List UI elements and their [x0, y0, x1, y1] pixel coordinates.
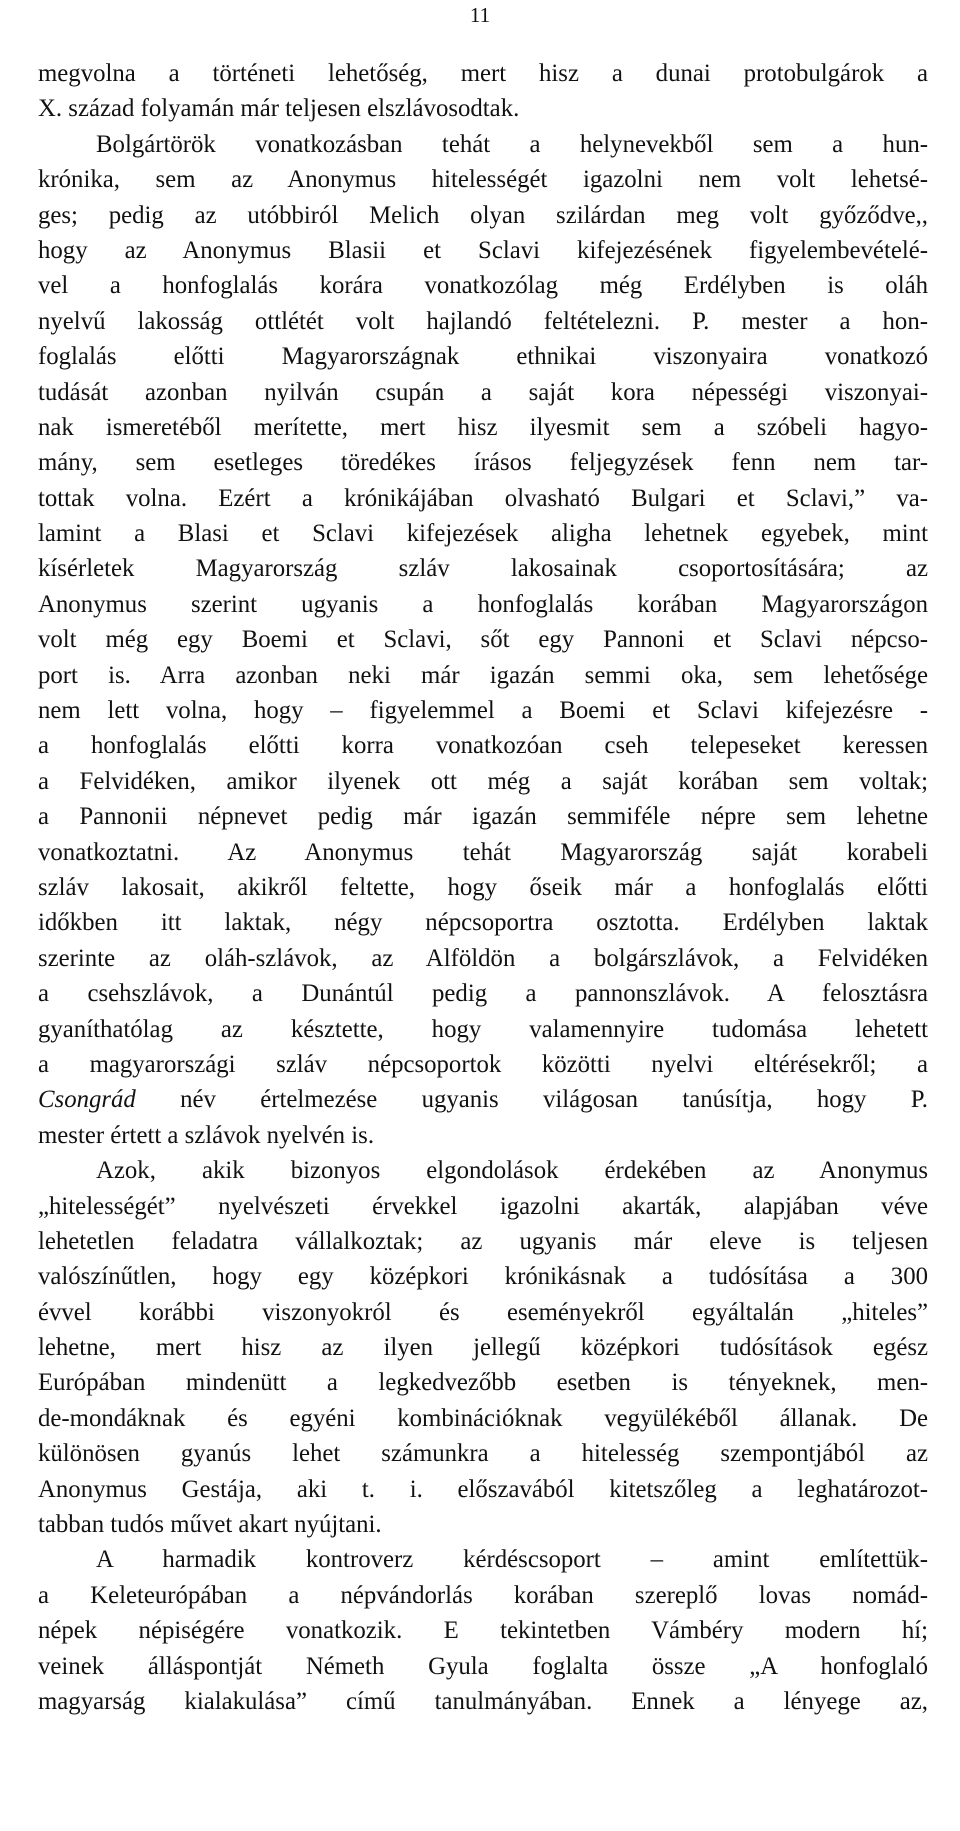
- text-line: szerinte az oláh-szlávok, az Alföldön a bolgárszlávok, a Felvidéken: [38, 944, 928, 972]
- text-line: Anonymus Gestája, aki t. i. előszavából kitetszőleg a leghatározot-: [38, 1475, 928, 1503]
- text-line: tudását azonban nyilván csupán a saját kora népességi viszonyai-: [38, 378, 928, 406]
- text-line: vonatkoztatni. Az Anonymus tehát Magyarország saját korabeli: [38, 838, 928, 866]
- text-line: Anonymus szerint ugyanis a honfoglalás korában Magyarországon: [38, 590, 928, 618]
- text-line: időkben itt laktak, négy népcsoportra osztotta. Erdélyben laktak: [38, 909, 928, 937]
- text-line: nak ismeretéből merítette, mert hisz ilyesmit sem a szóbeli hagyo-: [38, 413, 928, 441]
- paragraph-first-line: Azok, akik bizonyos elgondolások érdekében az Anonymus: [96, 1157, 928, 1185]
- text-line: szláv lakosait, akikről feltette, hogy őseik már a honfoglalás előtti: [38, 873, 928, 901]
- text-line: vel a honfoglalás korára vonatkozólag még Erdélyben is oláh: [38, 272, 928, 300]
- text-line: hogy az Anonymus Blasii et Sclavi kifejezésének figyelembevételé-: [38, 236, 928, 264]
- text-line-with-italic: [38, 1082, 928, 1117]
- text-line: a Keleteurópában a népvándorlás korában szereplő lovas nomád-: [38, 1581, 928, 1609]
- text-line: Európában mindenütt a legkedvezőbb esetben is tényeknek, men-: [38, 1369, 928, 1397]
- text-line: veinek álláspontját Németh Gyula foglalta össze „A honfoglaló: [38, 1652, 928, 1680]
- text-line: lamint a Blasi et Sclavi kifejezések aligha lehetnek egyebek, mint: [38, 520, 928, 548]
- text-line: „hitelességét” nyelvészeti érvekkel igazolni akarták, alapjában véve: [38, 1192, 928, 1220]
- text-line: gyaníthatólag az késztette, hogy valamennyire tudomása lehetett: [38, 1015, 928, 1043]
- text-line: de-mondáknak és egyéni kombinációknak vegyülékéből állanak. De: [38, 1404, 928, 1432]
- text-line: a Felvidéken, amikor ilyenek ott még a saját korában sem voltak;: [38, 767, 928, 795]
- text-line: volt még egy Boemi et Sclavi, sőt egy Pannoni et Sclavi népcso-: [38, 626, 928, 654]
- text-line: nyelvű lakosság ottlétét volt hajlandó feltételezni. P. mester a hon-: [38, 307, 928, 335]
- body-text: [38, 56, 928, 1719]
- page-number: 11: [469, 3, 491, 27]
- text-line-rest: név értelmezése ugyanis világosan tanúsítja, hogy P.: [135, 1086, 928, 1114]
- text-line: kísérletek Magyarország szláv lakosainak csoportosítására; az: [38, 555, 928, 583]
- text-line: különösen gyanús lehet számunkra a hitelesség szempontjából az: [38, 1440, 928, 1468]
- italic-word: Csongrád: [38, 1086, 136, 1114]
- text-line: mester értett a szlávok nyelvén is.: [38, 1121, 375, 1149]
- text-line: évvel korábbi viszonyokról és eseményekről egyáltalán „hiteles”: [38, 1298, 928, 1326]
- text-line: tottak volna. Ezért a krónikájában olvasható Bulgari et Sclavi,” va-: [38, 484, 928, 512]
- text-line: a csehszlávok, a Dunántúl pedig a pannonszlávok. A felosztásra: [38, 980, 928, 1008]
- text-line: nem lett volna, hogy – figyelemmel a Boemi et Sclavi kifejezésre -: [38, 697, 928, 725]
- text-line: megvolna a történeti lehetőség, mert hisz a dunai protobulgárok a: [38, 60, 928, 87]
- text-line: népek népiségére vonatkozik. E tekintetben Vámbéry modern hí;: [38, 1617, 928, 1645]
- paragraph-first-line: Bolgártörök vonatkozásban tehát a helynevekből sem a hun-: [96, 130, 928, 158]
- text-line: a magyarországi szláv népcsoportok közötti nyelvi eltérésekről; a: [38, 1050, 928, 1078]
- text-line: lehetne, mert hisz az ilyen jellegű középkori tudósítások egész: [38, 1334, 928, 1362]
- text-line: valószínűtlen, hogy egy középkori krónikásnak a tudósítása a 300: [38, 1263, 928, 1291]
- text-line: ges; pedig az utóbbiról Melich olyan szilárdan meg volt győződve,,: [38, 201, 928, 229]
- text-line: mány, sem esetleges töredékes írásos feljegyzések fenn nem tar-: [38, 449, 928, 477]
- text-line: krónika, sem az Anonymus hitelességét igazolni nem volt lehetsé-: [38, 166, 928, 194]
- text-line: a Pannonii népnevet pedig már igazán semmiféle népre sem lehetne: [38, 803, 928, 831]
- text-line: foglalás előtti Magyarországnak ethnikai viszonyaira vonatkozó: [38, 343, 928, 371]
- text-line: a honfoglalás előtti korra vonatkozóan cseh telepeseket keressen: [38, 732, 928, 760]
- text-line: port is. Arra azonban neki már igazán semmi oka, sem lehetősége: [38, 661, 928, 689]
- text-line: magyarság kialakulása” című tanulmányában. Ennek a lényege az,: [38, 1687, 928, 1715]
- paragraph-first-line: A harmadik kontroverz kérdéscsoport – amint említettük-: [96, 1546, 928, 1574]
- text-line: lehetetlen feladatra vállalkoztak; az ugyanis már eleve is teljesen: [38, 1227, 928, 1255]
- text-line: X. század folyamán már teljesen elszlávosodtak.: [38, 95, 520, 123]
- text-line: tabban tudós művet akart nyújtani.: [38, 1511, 382, 1539]
